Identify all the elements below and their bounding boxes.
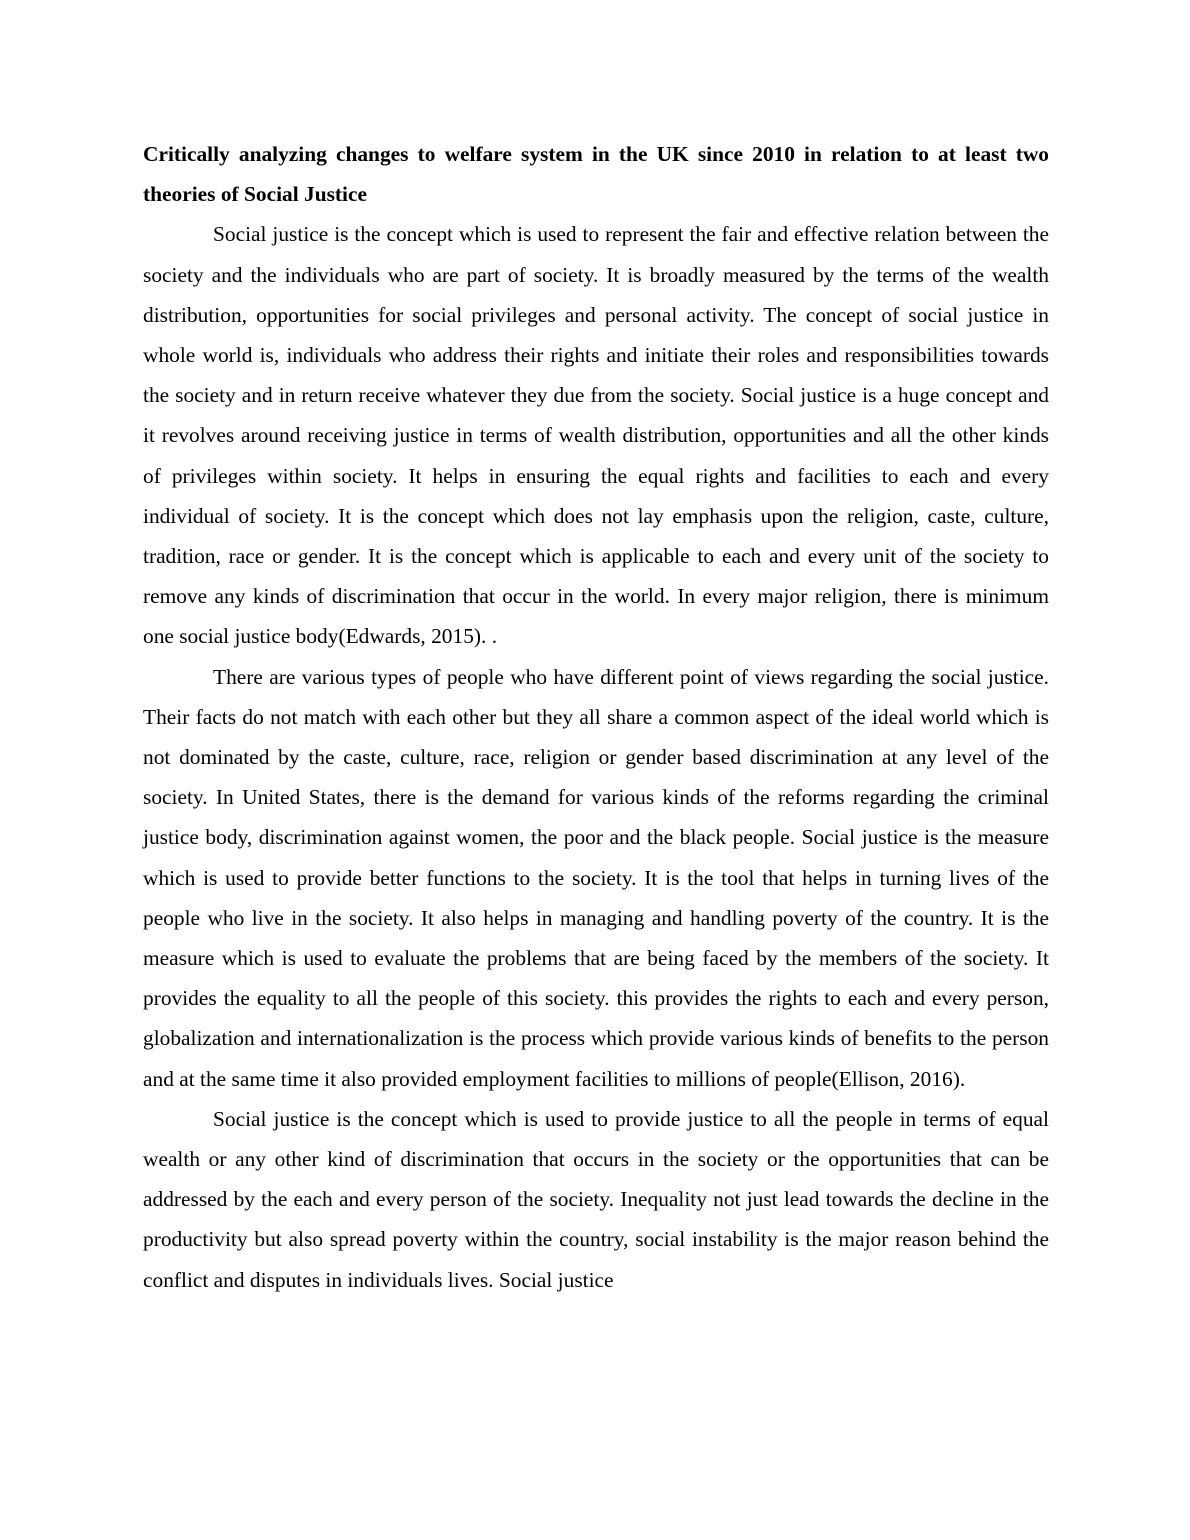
paragraph-2: There are various types of people who have different point of views regarding the social justice. Their facts do not match with each other but they all share a common aspect of the ideal world which is not dominated by the caste, culture, race, religion or gender based discrimination at any level of the society. In United States, there is the demand for various kinds of the reforms regarding the criminal justice body, discrimination against women, the poor and the black people. Social justice is the measure which is used to provide better functions to the society. It is the tool that helps in turning lives of the people who live in the society. It also helps in managing and handling poverty of the country. It is the measure which is used to evaluate the problems that are being faced by the members of the society. It provides the equality to all the people of this society. this provides the rights to each and every person, globalization and internationalization is the process which provide various kinds of benefits to the person and at the same time it also provided employment facilities to millions of people(Ellison, 2016). <box>143 664 1049 1091</box>
paragraph-1: Social justice is the concept which is used to represent the fair and effective relation between the society and the individuals who are part of society. It is broadly measured by the terms of the wealth distribution, opportunities for social privileges and personal activity. The concept of social justice in whole world is, individuals who address their rights and initiate their roles and responsibilities towards the society and in return receive whatever they due from the society. Social justice is a huge concept and it revolves around receiving justice in terms of wealth distribution, opportunities and all the other kinds of privileges within society. It helps in ensuring the equal rights and facilities to each and every individual of society. It is the concept which does not lay emphasis upon the religion, caste, culture, tradition, race or gender. It is the concept which is applicable to each and every unit of the society to remove any kinds of discrimination that occur in the world. In every major religion, there is minimum one social justice body(Edwards, 2015). . <box>143 222 1049 649</box>
document-body <box>143 134 1049 1300</box>
document-title: Critically analyzing changes to welfare system in the UK since 2010 in relation to at least two theories of Social Justice <box>143 142 1049 207</box>
paragraph-3: Social justice is the concept which is used to provide justice to all the people in terms of equal wealth or any other kind of discrimination that occurs in the society or the opportunities that can be addressed by the each and every person of the society. Inequality not just lead towards the decline in the productivity but also spread poverty within the country, social instability is the major reason behind the conflict and disputes in individuals lives. Social justice <box>143 1106 1049 1292</box>
